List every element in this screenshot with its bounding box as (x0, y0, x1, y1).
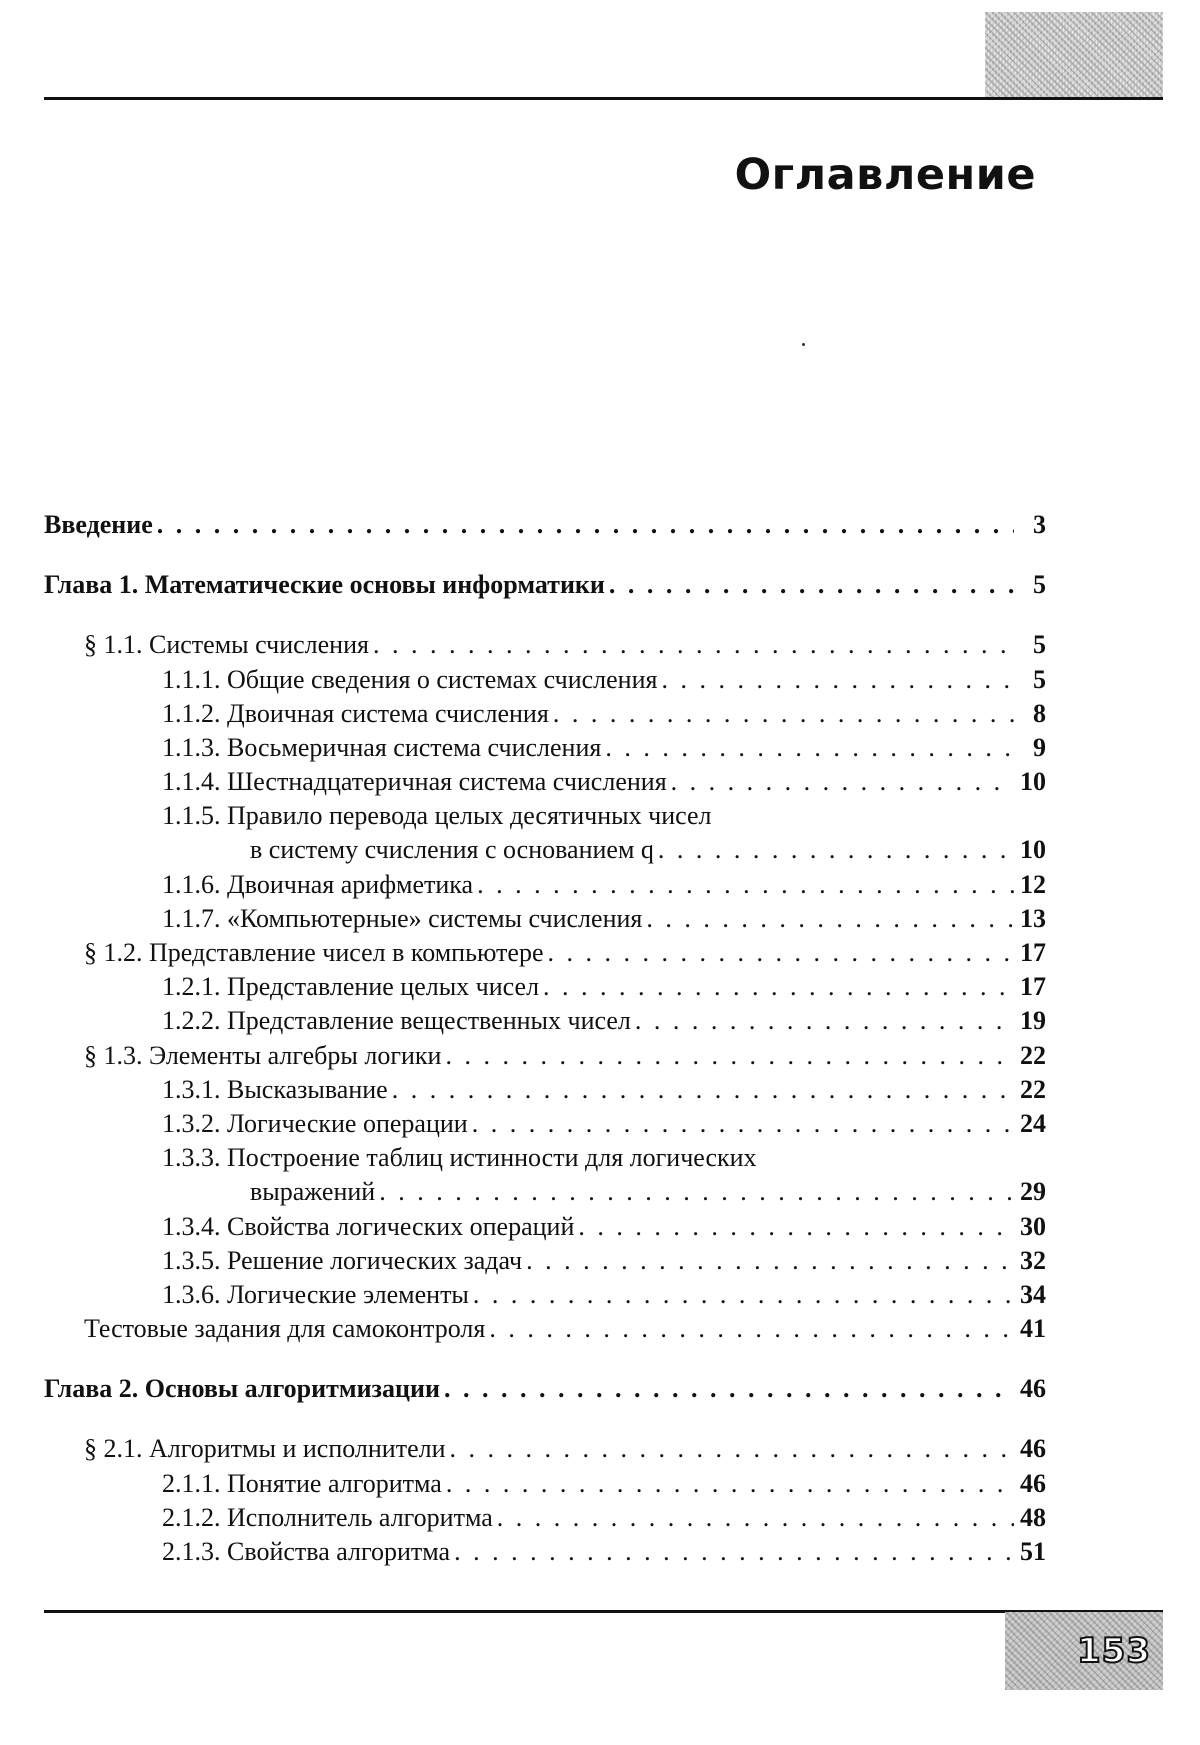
toc-entry-subsection[interactable] (44, 1278, 1046, 1312)
toc-entry-number: 2.1.2. (162, 1502, 221, 1532)
toc-entry-text (84, 628, 369, 662)
toc-entry-section[interactable] (44, 1433, 1046, 1467)
toc-entry-number: 1.3.3. (162, 1143, 221, 1173)
toc-page-number: 12 (1020, 869, 1046, 899)
toc-entry-text (162, 1210, 574, 1244)
toc-entry-text (162, 663, 657, 697)
toc-entry-number: 1.1.2. (162, 698, 221, 728)
toc-page-number: 8 (1033, 698, 1046, 728)
toc-dot-leader (444, 1372, 1014, 1406)
toc-entry-number: 1.3.1. (162, 1074, 221, 1104)
toc-entry-title: Восьмеричная система счисления (227, 732, 602, 762)
toc-entry-title: Шестнадцатеричная система счисления (227, 767, 667, 797)
toc-entry-subsection[interactable] (44, 1210, 1046, 1244)
toc-entry-chapter-2[interactable] (44, 1372, 1046, 1406)
header-rule (44, 97, 1163, 100)
toc-entry-number: 1.3.5. (162, 1245, 221, 1275)
toc-dot-leader (392, 1073, 1014, 1107)
toc-page-number: 22 (1020, 1040, 1046, 1070)
toc-entry-text: Глава 1. Математические основы информатики (44, 570, 605, 600)
toc-entry-text: Тестовые задания для самоконтроля (84, 1314, 486, 1344)
toc-entry-number: § 1.1. (84, 630, 143, 660)
toc-entry-subsection[interactable] (44, 970, 1046, 1004)
toc-entry-subsection[interactable] (44, 868, 1046, 902)
toc-page-number: 5 (1033, 630, 1046, 660)
toc-entry-text (162, 1107, 468, 1141)
toc-entry-title: Представление целых чисел (227, 972, 540, 1002)
toc-entry-text (162, 799, 712, 833)
toc-entry-title: Свойства алгоритма (227, 1537, 451, 1567)
toc-entry-subsection[interactable] (44, 765, 1046, 799)
toc-entry-title: Общие сведения о системах счисления (227, 664, 658, 694)
toc-entry-subsection[interactable] (44, 1073, 1046, 1107)
toc-page-number: 17 (1020, 938, 1046, 968)
toc-entry-title: Свойства логических операций (227, 1211, 575, 1241)
toc-entry-title: «Компьютерные» системы счисления (227, 903, 643, 933)
toc-page-number: 46 (1020, 1468, 1046, 1498)
toc-entry-subsection[interactable] (44, 902, 1046, 936)
toc-entry-subsection[interactable] (44, 663, 1046, 697)
toc-entry-text (162, 1141, 757, 1175)
toc-entry-text (84, 936, 543, 970)
toc-entry-title: Логические операции (227, 1108, 468, 1138)
toc-dot-leader (526, 1244, 1014, 1278)
toc-entry-text (162, 1501, 493, 1535)
header-decorative-block (985, 12, 1163, 98)
toc-entry-title: Правило перевода целых десятичных чисел (227, 801, 712, 831)
toc-entry-subsection[interactable] (44, 1141, 1046, 1175)
stray-dot (802, 343, 805, 346)
toc-page-number: 34 (1020, 1279, 1046, 1309)
toc-entry-number: 1.3.2. (162, 1108, 221, 1138)
toc-dot-leader (379, 1175, 1014, 1209)
page-title: Оглавление (734, 150, 1036, 200)
toc-dot-leader (157, 508, 1014, 542)
toc-page-number: 22 (1020, 1074, 1046, 1104)
toc-entry-text (162, 1244, 522, 1278)
table-of-contents (44, 508, 1046, 1569)
toc-entry-text: Введение (44, 509, 153, 539)
toc-page-number: 24 (1020, 1108, 1046, 1138)
toc-entry-number: 2.1.3. (162, 1537, 221, 1567)
toc-entry-subsection[interactable] (44, 1244, 1046, 1278)
toc-dot-leader (472, 1107, 1014, 1141)
toc-entry-section[interactable] (44, 628, 1046, 662)
toc-dot-leader (450, 1432, 1015, 1466)
toc-dot-leader (646, 902, 1014, 936)
toc-entry-subsection[interactable] (44, 1107, 1046, 1141)
toc-page-number: 13 (1020, 903, 1046, 933)
toc-entry-text: Глава 2. Основы алгоритмизации (44, 1374, 440, 1404)
toc-entry-text (162, 731, 601, 765)
toc-dot-leader (454, 1535, 1014, 1569)
toc-entry-subsection[interactable] (44, 731, 1046, 765)
toc-entry-subsection[interactable] (44, 1004, 1046, 1038)
toc-entry-title: Высказывание (227, 1074, 388, 1104)
toc-entry-title: Логические элементы (227, 1279, 469, 1309)
toc-entry-title: Понятие алгоритма (227, 1468, 442, 1498)
toc-entry-title: Исполнитель алгоритма (227, 1502, 493, 1532)
toc-entry-title: Решение логических задач (227, 1245, 523, 1275)
toc-entry-self-test[interactable] (44, 1312, 1046, 1346)
toc-entry-text: выражений (250, 1177, 376, 1207)
toc-entry-text (162, 765, 667, 799)
toc-page-number: 10 (1020, 767, 1046, 797)
toc-entry-section[interactable] (44, 1039, 1046, 1073)
toc-page-number: 46 (1020, 1374, 1046, 1404)
toc-entry-text (162, 1467, 442, 1501)
toc-entry-number: 1.1.4. (162, 767, 221, 797)
toc-entry-text (162, 1073, 388, 1107)
toc-dot-leader (547, 936, 1014, 970)
toc-page-number: 48 (1020, 1502, 1046, 1532)
toc-entry-text: в систему счисления с основанием q (250, 835, 654, 865)
toc-dot-leader (635, 1004, 1014, 1038)
toc-entry-number: 1.1.5. (162, 801, 221, 831)
toc-page-number: 30 (1020, 1211, 1046, 1241)
toc-page-number: 51 (1020, 1537, 1046, 1567)
toc-entry-number: § 2.1. (84, 1434, 143, 1464)
toc-entry-number: § 1.3. (84, 1040, 143, 1070)
toc-entry-title: Двоичная система счисления (227, 698, 549, 728)
toc-entry-subsection[interactable] (44, 1501, 1046, 1535)
toc-entry-number: 1.1.6. (162, 869, 221, 899)
toc-entry-subsection[interactable] (44, 799, 1046, 833)
toc-entry-number: 1.3.4. (162, 1211, 221, 1241)
toc-page-number: 29 (1020, 1177, 1046, 1207)
toc-entry-text (162, 697, 549, 731)
toc-page-number: 3 (1033, 509, 1046, 539)
toc-entry-text (162, 970, 539, 1004)
toc-dot-leader (489, 1312, 1014, 1346)
toc-entry-number: § 1.2. (84, 938, 143, 968)
toc-entry-section[interactable] (44, 936, 1046, 970)
toc-entry-number: 1.3.6. (162, 1279, 221, 1309)
toc-page-number: 10 (1020, 835, 1046, 865)
toc-entry-subsection[interactable] (44, 1535, 1046, 1569)
toc-dot-leader (445, 1039, 1014, 1073)
toc-page-number: 32 (1020, 1245, 1046, 1275)
toc-entry-text (162, 1278, 469, 1312)
toc-entry-chapter-1[interactable] (44, 568, 1046, 602)
toc-entry-title: Элементы алгебры логики (149, 1040, 442, 1070)
footer-page-badge (1005, 1612, 1163, 1690)
toc-dot-leader (373, 628, 1014, 662)
toc-entry-introduction[interactable] (44, 508, 1046, 542)
toc-entry-number: 1.2.2. (162, 1006, 221, 1036)
toc-entry-title: Построение таблиц истинности для логических (227, 1143, 757, 1173)
toc-entry-continuation[interactable] (44, 1175, 1046, 1209)
toc-dot-leader (605, 731, 1014, 765)
toc-entry-continuation[interactable] (44, 834, 1046, 868)
toc-entry-subsection[interactable] (44, 697, 1046, 731)
toc-page-number: 46 (1020, 1434, 1046, 1464)
toc-dot-leader (671, 765, 1014, 799)
toc-page-number: 5 (1033, 570, 1046, 600)
toc-entry-number: 1.2.1. (162, 972, 221, 1002)
toc-page-number: 9 (1033, 732, 1046, 762)
toc-entry-title: Системы счисления (149, 630, 369, 660)
toc-dot-leader (497, 1501, 1014, 1535)
toc-entry-text (162, 902, 642, 936)
toc-entry-text (162, 868, 473, 902)
toc-entry-title: Алгоритмы и исполнители (149, 1434, 446, 1464)
toc-dot-leader (609, 568, 1014, 602)
toc-dot-leader (446, 1467, 1014, 1501)
toc-dot-leader (661, 663, 1014, 697)
toc-dot-leader (578, 1210, 1014, 1244)
toc-page-number: 19 (1020, 1006, 1046, 1036)
toc-dot-leader (477, 868, 1014, 902)
toc-dot-leader (473, 1278, 1014, 1312)
toc-entry-number: 1.1.3. (162, 732, 221, 762)
toc-entry-number: 1.1.7. (162, 903, 221, 933)
toc-dot-leader (553, 697, 1014, 731)
page-number: 153 (1077, 1631, 1151, 1671)
toc-entry-title: Представление вещественных чисел (227, 1006, 631, 1036)
toc-entry-text (84, 1432, 446, 1466)
toc-entry-text (162, 1535, 450, 1569)
toc-entry-title: Представление чисел в компьютере (149, 938, 544, 968)
toc-entry-text (162, 1004, 631, 1038)
toc-entry-title: Двоичная арифметика (227, 869, 474, 899)
toc-page-number: 41 (1020, 1314, 1046, 1344)
toc-page-number: 17 (1020, 972, 1046, 1002)
toc-entry-number: 2.1.1. (162, 1468, 221, 1498)
toc-dot-leader (658, 833, 1014, 867)
toc-entry-text (84, 1039, 441, 1073)
toc-dot-leader (543, 970, 1014, 1004)
toc-entry-subsection[interactable] (44, 1467, 1046, 1501)
toc-page-number: 5 (1033, 664, 1046, 694)
toc-entry-number: 1.1.1. (162, 664, 221, 694)
footer-rule (44, 1610, 1163, 1613)
